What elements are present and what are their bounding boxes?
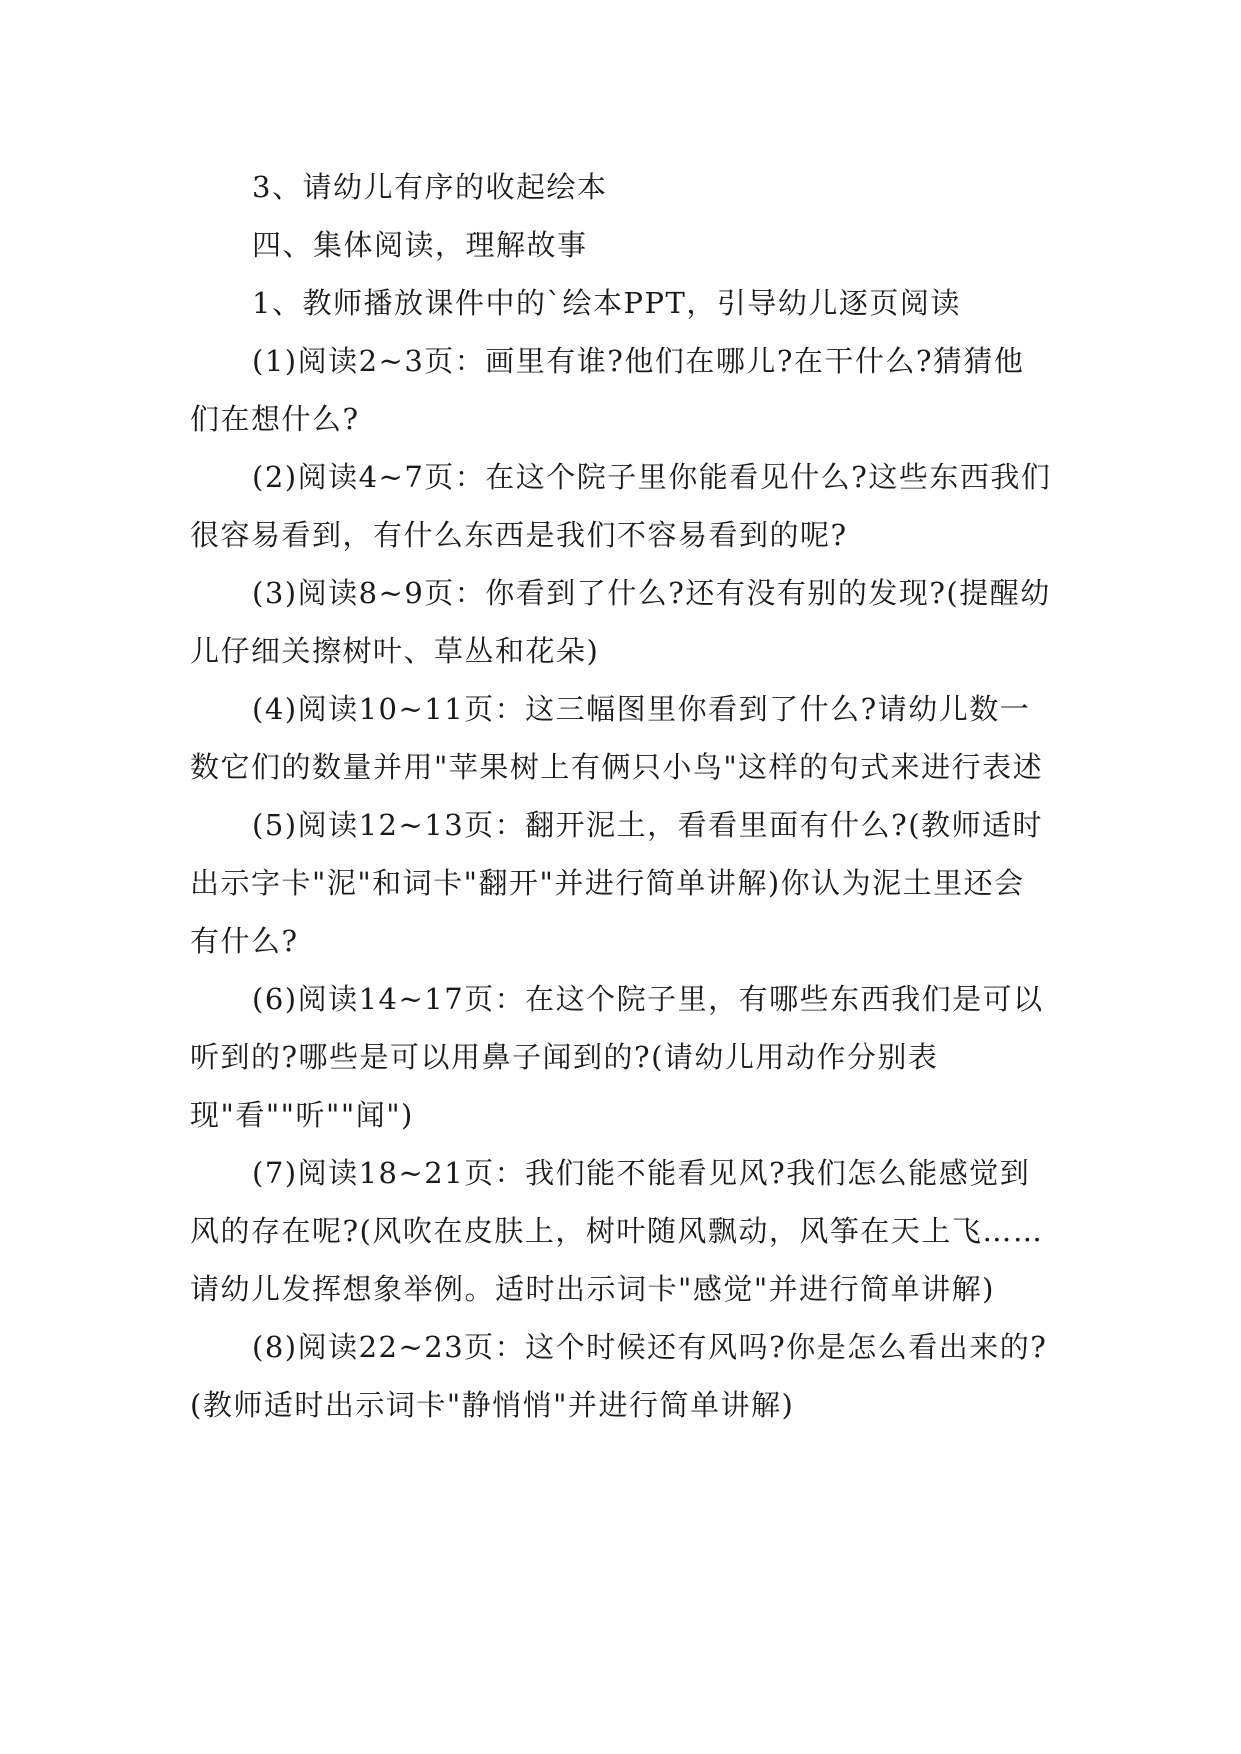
- paragraph-reading-7: (7)阅读18~21页：我们能不能看见风?我们怎么能感觉到风的存在呢?(风吹在皮肤上，树叶随风飘动，风筝在天上飞……请幼儿发挥想象举例。适时出示词卡"感觉"并进行简单讲解): [190, 1156, 1044, 1306]
- paragraph-reading-1: (1)阅读2~3页：画里有谁?他们在哪儿?在干什么?猜猜他们在想什么?: [190, 344, 1025, 436]
- paragraph-reading-5: (5)阅读12~13页：翻开泥土，看看里面有什么?(教师适时出示字卡"泥"和词卡"翻开"并进行简单讲解)你认为泥土里还会有什么?: [190, 808, 1044, 958]
- paragraph-reading-6: (6)阅读14~17页：在这个院子里，有哪些东西我们是可以听到的?哪些是可以用鼻子闻到的?(请幼儿用动作分别表现"看""听""闻"): [190, 982, 1044, 1132]
- paragraph-section-4-heading: 四、集体阅读，理解故事: [252, 228, 588, 262]
- paragraph-reading-3: (3)阅读8~9页：你看到了什么?还有没有别的发现?(提醒幼儿仔细关擦树叶、草丛和花朵): [190, 576, 1051, 668]
- document-body: [190, 158, 1052, 1434]
- paragraph-reading-4: (4)阅读10~11页：这三幅图里你看到了什么?请幼儿数一数它们的数量并用"苹果树上有俩只小鸟"这样的句式来进行表述: [190, 692, 1044, 784]
- paragraph-step-3: 3、请幼儿有序的收起绘本: [252, 170, 608, 204]
- paragraph-reading-2: (2)阅读4~7页：在这个院子里你能看见什么?这些东西我们很容易看到，有什么东西是我们不容易看到的呢?: [190, 460, 1052, 552]
- paragraph-step-1: 1、教师播放课件中的`绘本PPT，引导幼儿逐页阅读: [252, 286, 961, 320]
- paragraph-reading-8: (8)阅读22~23页：这个时候还有风吗?你是怎么看出来的?(教师适时出示词卡"静悄悄"并进行简单讲解): [190, 1330, 1048, 1422]
